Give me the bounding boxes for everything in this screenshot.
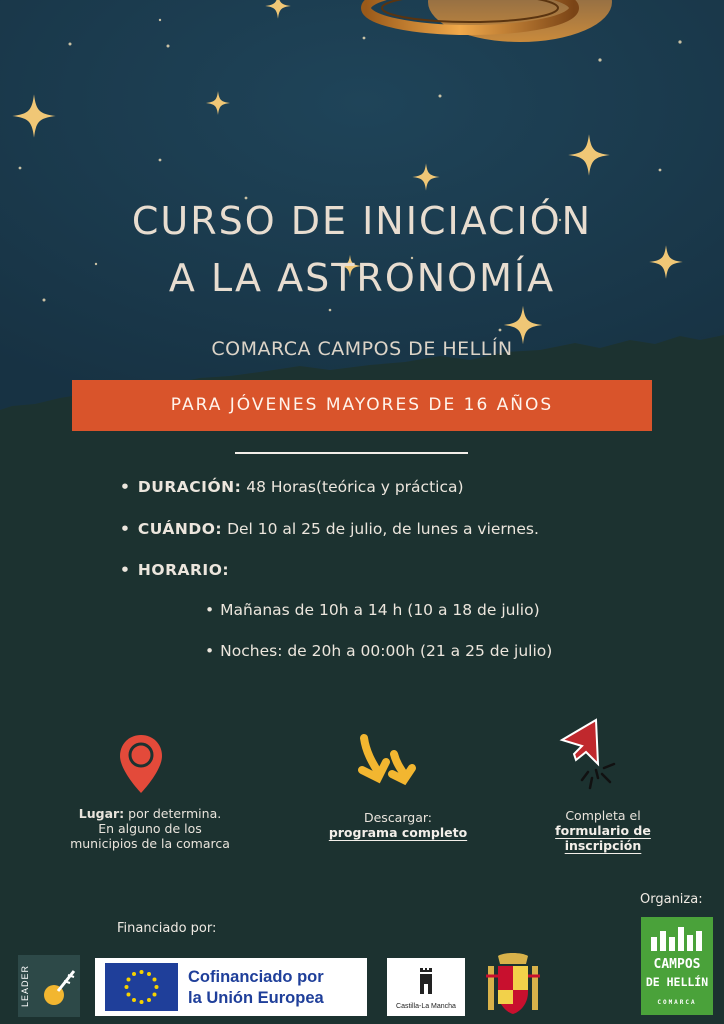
formulario-caption (505, 808, 701, 853)
lugar-text-2: En alguno de los (98, 821, 202, 836)
programa-completo-link[interactable]: programa completo (328, 825, 468, 840)
eu-text (188, 967, 324, 1009)
leader-logo (18, 955, 80, 1017)
duracion-value: 48 Horas(teórica y práctica) (246, 478, 464, 496)
organiza-label: Organiza: (640, 892, 703, 907)
subtitle: COMARCA CAMPOS DE HELLÍN (211, 338, 513, 360)
campos-logo-line-1: CAMPOS (653, 957, 701, 972)
formulario-link-2[interactable]: inscripción (564, 838, 642, 853)
detail-cuando: • CUÁNDO: Del 10 al 25 de julio, de lunes a viernes. (120, 520, 539, 538)
descargar-caption (300, 810, 496, 840)
cursor-click-icon (558, 718, 624, 794)
star-icon (12, 94, 55, 137)
campos-logo-line-3: COMARCA (657, 999, 697, 1006)
detail-duracion: • DURACIÓN: 48 Horas(teórica y práctica) (120, 478, 464, 496)
audience-banner: PARA JÓVENES MAYORES DE 16 AÑOS (72, 380, 652, 431)
detail-horario: • HORARIO: (120, 561, 230, 579)
eu-cofinanciado-logo (95, 958, 367, 1016)
campos-de-hellin-logo (641, 917, 713, 1015)
eu-flag-icon (105, 963, 178, 1011)
clm-text: Castilla-La Mancha (396, 1003, 456, 1010)
leader-logo-text: LEADER (20, 964, 31, 1008)
lugar-text-1: por determina. (128, 806, 222, 821)
campos-logo-line-2: DE HELLÍN (645, 975, 709, 989)
noches-text: Noches: de 20h a 00:00h (21 a 25 de julio) (220, 642, 553, 660)
title-line-1: CURSO DE INICIACIÓN (131, 199, 593, 243)
formulario-text: Completa el (565, 808, 641, 823)
horario-label: HORARIO: (137, 561, 230, 579)
star-icon (568, 134, 610, 176)
cuando-label: CUÁNDO: (137, 520, 223, 538)
title-line-2: A LA ASTRONOMÍA (168, 256, 556, 300)
eu-text-line-1: Cofinanciado por (188, 968, 324, 986)
lugar-text-3: municipios de la comarca (70, 836, 230, 851)
spain-coat-of-arms-icon (484, 952, 542, 1018)
formulario-link-1[interactable]: formulario de (555, 823, 651, 838)
lugar-caption (50, 806, 250, 851)
divider (235, 452, 468, 454)
stars-layer (0, 0, 724, 360)
financiado-label: Financiado por: (117, 921, 217, 936)
star-icon (206, 91, 230, 115)
star-icon (412, 163, 439, 190)
lugar-label: Lugar: (78, 806, 125, 821)
descargar-text: Descargar: (363, 810, 432, 825)
detail-mananas: • Mañanas de 10h a 14 h (10 a 18 de julio) (205, 601, 540, 619)
mananas-text: Mañanas de 10h a 14 h (10 a 18 de julio) (220, 601, 540, 619)
download-arrows-icon (352, 732, 422, 788)
star-icon (265, 0, 291, 19)
detail-noches: • Noches: de 20h a 00:00h (21 a 25 de julio) (205, 642, 553, 660)
eu-text-line-2: la Unión Europea (188, 989, 324, 1007)
duracion-label: DURACIÓN: (137, 478, 242, 496)
castle-icon (416, 966, 436, 996)
location-pin-icon (118, 733, 164, 795)
castilla-la-mancha-logo (387, 958, 465, 1016)
cuando-value: Del 10 al 25 de julio, de lunes a viernes. (227, 520, 539, 538)
